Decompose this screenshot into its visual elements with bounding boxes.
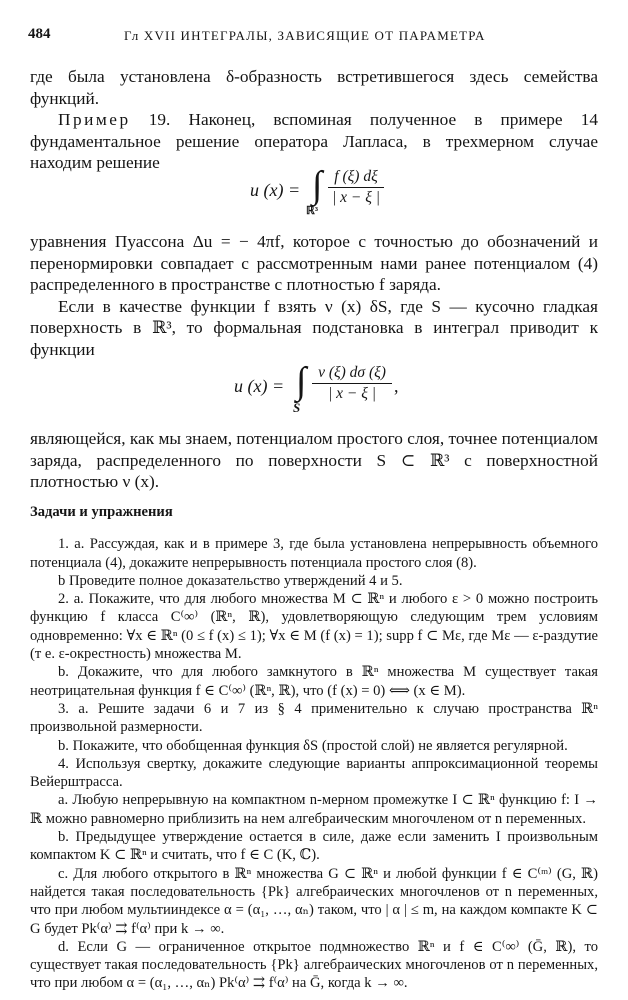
exercise-item: d. Если G — ограниченное открытое подмножество ℝⁿ и f ∈ C⁽∞⁾ (Ḡ, ℝ), то существует такая последовательность {Pk} алгебраических многочленов от n переменных, что при любом α = (α₁, …, αₙ) Pk⁽α⁾ ⇉ f⁽α⁾ на Ḡ, когда k → ∞. xyxy=(30,938,598,992)
denominator: | x − ξ | xyxy=(332,189,380,206)
exercise-item: 3. а. Решите задачи 6 и 7 из § 4 применительно к случаю пространства ℝⁿ произвольной размерности. xyxy=(30,700,598,736)
formula-lhs: u (x) = xyxy=(234,376,285,396)
integral-sign: ∫ xyxy=(296,360,307,402)
paragraph-simple-layer: Если в качестве функции f взять ν (x) δS, где S — кусочно гладкая поверхность в ℝ³, то формальная подстановка в интеграл приводит к функции xyxy=(30,296,598,359)
fraction xyxy=(312,364,392,403)
formula-lhs: u (x) = xyxy=(250,180,301,200)
exercise-item: с. Для любого открытого в ℝⁿ множества G ⊂ ℝⁿ и любой функции f ∈ C⁽ᵐ⁾ (G, ℝ) найдется такая последовательность {Pk} алгебраических многочленов от n переменных, что при любом мультииндексе α = (α₁, …, αₙ) таком, что | α | ≤ m, на каждом компакте K ⊂ G будет Pk⁽α⁾ ⇉ f⁽α⁾ при k → ∞. xyxy=(30,865,598,937)
exercise-item: b. Покажите, что обобщенная функция δS (простой слой) не является регулярной. xyxy=(58,737,568,754)
integral-domain: S xyxy=(293,400,301,415)
integral-sign: ∫ xyxy=(312,164,323,206)
exercise-item: 1. а. Рассуждая, как и в примере 3, где была установлена непрерывность объемного потенциала (4), докажите непрерывность потенциала простого слоя (8). xyxy=(30,536,598,571)
numerator: f (ξ) dξ xyxy=(328,168,384,188)
numerator: ν (ξ) dσ (ξ) xyxy=(312,364,392,384)
page-number: 484 xyxy=(28,26,51,42)
example-text: 19. Наконец, вспоминая полученное в примере 14 фундаментальное решение оператора Лапласа, в трехмерном случае находим решение xyxy=(30,110,598,173)
formula-volume-potential xyxy=(0,164,628,224)
exercise-item: b. Докажите, что для любого замкнутого в ℝⁿ множества M существует такая неотрицательная функция f ∈ C⁽∞⁾ (ℝⁿ, ℝ), что (f (x) = 0) ⟺ (x ∈ M). xyxy=(30,664,598,699)
text-block-middle xyxy=(30,231,598,361)
exercise-item: а. Любую непрерывную на компактном n-мерном промежутке I ⊂ ℝⁿ функцию f: I → ℝ можно равномерно приблизить на нем алгебраическим многочленом от n переменных. xyxy=(30,792,598,827)
integral-domain: ℝ³ xyxy=(306,205,319,217)
text-block-bottom xyxy=(30,428,598,493)
paragraph-continuation: где была установлена δ-образность встретившегося здесь семейства функций. xyxy=(30,67,598,108)
exercise-item: 2. а. Покажите, что для любого множества M ⊂ ℝⁿ и любого ε > 0 можно построить функцию f класса C⁽∞⁾ (ℝⁿ, ℝ), удовлетворяющую следующим трем условиям одновременно: ∀x ∈ ℝⁿ (0 ≤ f (x) ≤ 1); ∀x ∈ M (f (x) = 1); supp f ⊂ Mε, где Mε — ε-раздутие (т е. ε-окрестность) множества M. xyxy=(30,591,598,663)
section-title: Задачи и упражнения xyxy=(30,504,173,520)
exercise-item: b. Предыдущее утверждение остается в силе, даже если заменить I произвольным компактом K ⊂ ℝⁿ и считать, что f ∈ C (K, ℂ). xyxy=(30,829,598,864)
paragraph-poisson: уравнения Пуассона Δu = − 4πf, которое с точностью до обозначений и перенормировки совпадает с рассмотренным нами ранее потенциалом (4) распределенного в пространстве с плотностью f заряда. xyxy=(30,232,598,295)
exercise-item: 4. Используя свертку, докажите следующие варианты аппроксимационной теоремы Вейерштрасса. xyxy=(30,755,598,791)
exercises-section xyxy=(30,503,598,993)
example-label: Пример xyxy=(58,110,131,130)
denominator: | x − ξ | xyxy=(328,385,376,402)
running-title: Гл XVII ИНТЕГРАЛЫ, ЗАВИСЯЩИЕ ОТ ПАРАМЕТРА xyxy=(124,28,486,43)
running-header xyxy=(28,26,606,48)
formula-trailing-comma: , xyxy=(394,376,399,396)
text-block-top xyxy=(30,66,598,174)
formula-simple-layer xyxy=(0,362,628,422)
fraction xyxy=(328,168,384,207)
paragraph-conclusion: являющейся, как мы знаем, потенциалом простого слоя, точнее потенциалом заряда, распределенного по поверхности S ⊂ ℝ³ с поверхностной плотностью ν (x). xyxy=(30,429,598,492)
exercise-item: b Проведите полное доказательство утверждений 4 и 5. xyxy=(58,572,403,589)
